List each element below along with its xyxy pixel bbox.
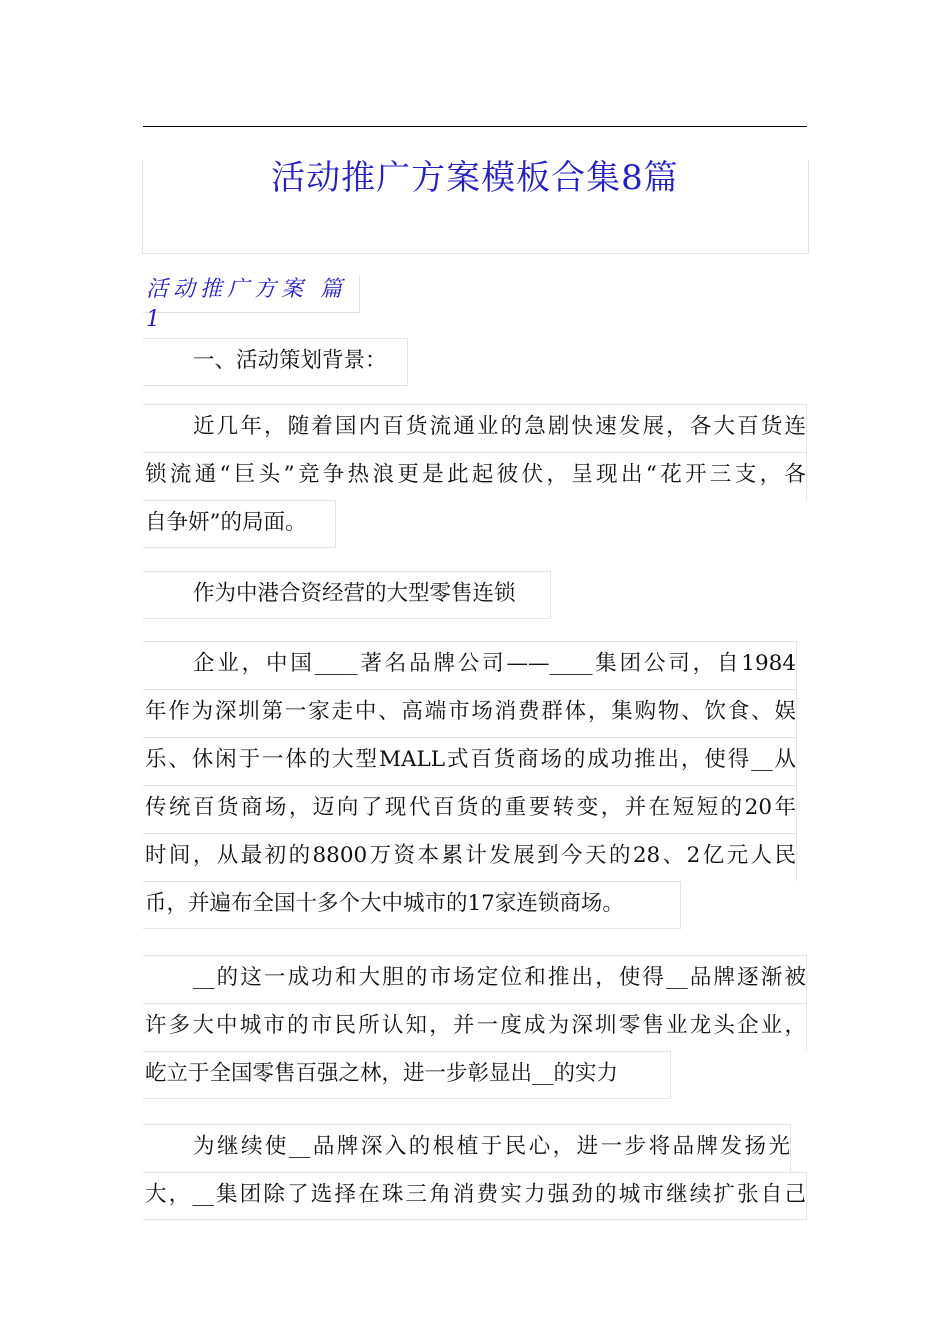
paragraph-line: 大，__集团除了选择在珠三角消费实力强劲的城市继续扩张自己 bbox=[143, 1172, 807, 1220]
paragraph-1 bbox=[143, 338, 408, 386]
paragraph-line: 传统百货商场，迈向了现代百货的重要转变，并在短短的20年 bbox=[143, 785, 797, 833]
paragraph-line: 作为中港合资经营的大型零售连锁 bbox=[143, 571, 551, 619]
paragraph-line: 为继续使__品牌深入的根植于民心，进一步将品牌发扬光 bbox=[143, 1124, 791, 1172]
paragraph-line: 一、活动策划背景： bbox=[143, 338, 408, 386]
paragraph-5 bbox=[143, 955, 807, 1099]
top-rule bbox=[143, 126, 807, 127]
paragraph-line: 乐、休闲于一体的大型MALL式百货商场的成功推出，使得__从 bbox=[143, 737, 797, 785]
document-title: 活动推广方案模板合集8篇 bbox=[271, 158, 679, 198]
paragraph-line: 自争妍”的局面。 bbox=[143, 500, 336, 548]
paragraph-4 bbox=[143, 641, 797, 929]
paragraph-3 bbox=[143, 571, 551, 619]
paragraph-line: 许多大中城市的市民所认知，并一度成为深圳零售业龙头企业， bbox=[143, 1003, 807, 1051]
paragraph-line: __的这一成功和大胆的市场定位和推出，使得__品牌逐渐被 bbox=[143, 955, 807, 1003]
paragraph-2 bbox=[143, 404, 807, 548]
paragraph-line: 企业，中国____著名品牌公司——____集团公司，自1984 bbox=[143, 641, 797, 689]
paragraph-line: 近几年，随着国内百货流通业的急剧快速发展，各大百货连 bbox=[143, 404, 807, 452]
paragraph-line: 屹立于全国零售百强之林，进一步彰显出__的实力 bbox=[143, 1051, 671, 1099]
paragraph-6 bbox=[143, 1124, 807, 1220]
section-heading: 活动推广方案 篇1 bbox=[143, 275, 360, 313]
paragraph-line: 币，并遍布全国十多个大中城市的17家连锁商场。 bbox=[143, 881, 681, 929]
paragraph-line: 年作为深圳第一家走中、高端市场消费群体，集购物、饮食、娱 bbox=[143, 689, 797, 737]
paragraph-line: 锁流通“巨头”竞争热浪更是此起彼伏，呈现出“花开三支，各 bbox=[143, 452, 807, 500]
paragraph-line: 时间，从最初的8800万资本累计发展到今天的28、2亿元人民 bbox=[143, 833, 797, 881]
